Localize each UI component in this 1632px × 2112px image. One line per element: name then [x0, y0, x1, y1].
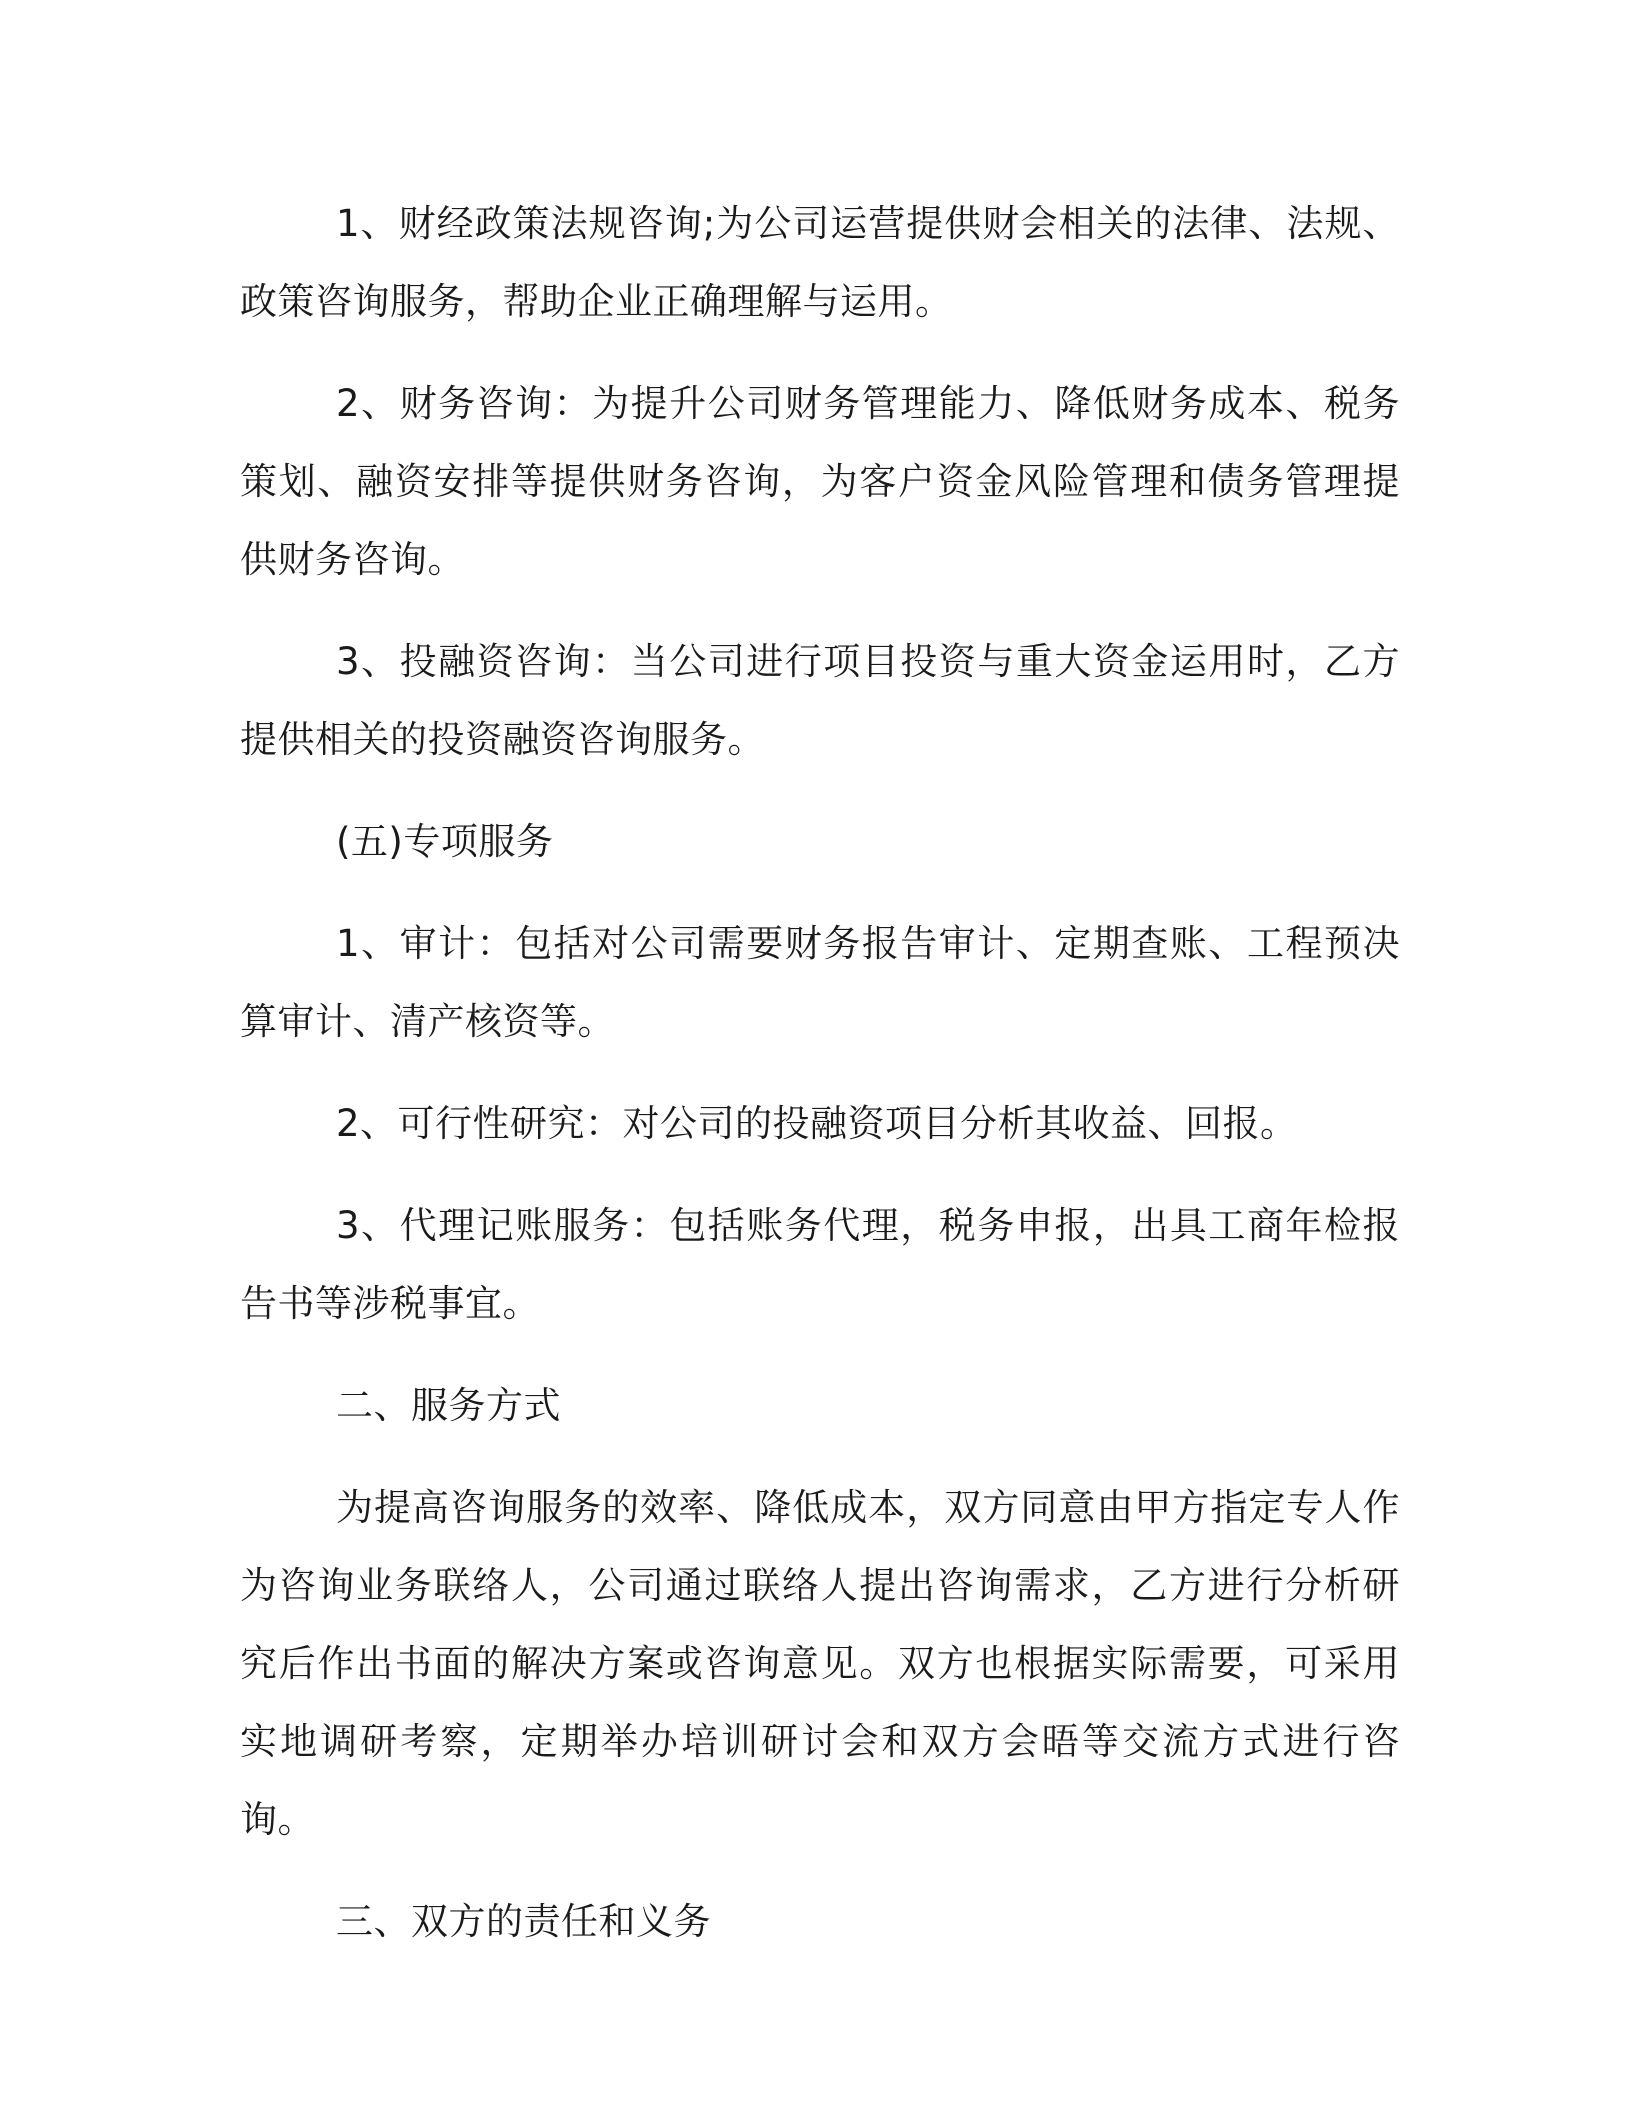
section-heading-responsibilities: 三、双方的责任和义务 [336, 1900, 711, 1943]
paragraph-audit: 1、审计：包括对公司需要财务报告审计、定期查账、工程预决算审计、清产核资等。 [240, 922, 1400, 1043]
paragraph-financial-consulting: 2、财务咨询：为提升公司财务管理能力、降低财务成本、税务策划、融资安排等提供财务咨询，为客户资金风险管理和债务管理提供财务咨询。 [240, 382, 1400, 581]
paragraph-financial-policy-consulting: 1、财经政策法规咨询;为公司运营提供财会相关的法律、法规、政策咨询服务，帮助企业正确理解与运用。 [240, 202, 1400, 323]
document-body [240, 185, 1400, 1985]
paragraph-feasibility-study: 2、可行性研究：对公司的投融资项目分析其收益、回报。 [336, 1102, 1298, 1145]
paragraph-service-mode-description: 为提高咨询服务的效率、降低成本，双方同意由甲方指定专人作为咨询业务联络人，公司通过联络人提出咨询需求，乙方进行分析研究后作出书面的解决方案或咨询意见。双方也根据实际需要，可采用实地调研考察，定期举办培训研讨会和双方会晤等交流方式进行咨询。 [240, 1486, 1400, 1841]
paragraph-investment-financing-consulting: 3、投融资咨询：当公司进行项目投资与重大资金运用时，乙方提供相关的投资融资咨询服务。 [240, 640, 1400, 761]
paragraph-bookkeeping-service: 3、代理记账服务：包括账务代理，税务申报，出具工商年检报告书等涉税事宜。 [240, 1204, 1400, 1325]
section-heading-special-services: (五)专项服务 [336, 820, 554, 863]
section-heading-service-mode: 二、服务方式 [336, 1384, 561, 1427]
